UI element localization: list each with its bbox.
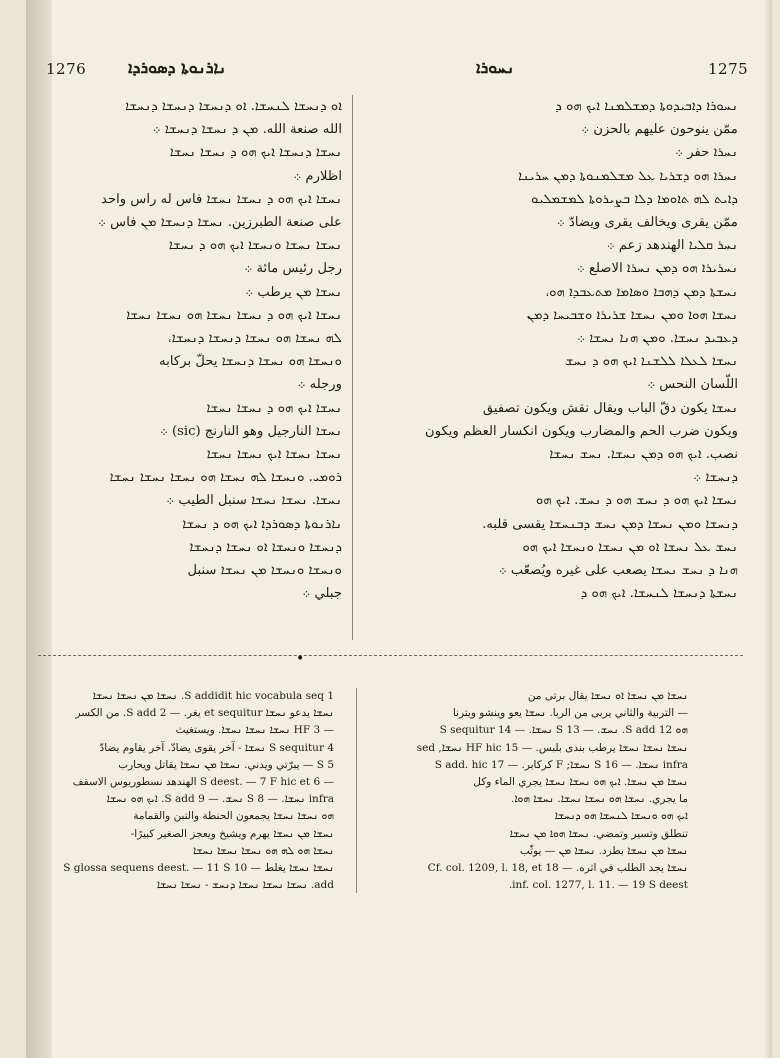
text-line: ܢܐܪܢܘܬܐ ܕܣܘܪܕܐ ܐܝܟ ܗܘ ܕ ܢܚܫܐ — [182, 516, 342, 532]
footnote-line: ܢܚܫܐ ܢܚܫܐ يغلط — 10 S glossa sequens deest. — 11 S — [63, 862, 334, 875]
footnote-line: ܐܝܟ ܗܘ ܘܢܚܫܐ ܠܢܚܫܐ ܗܘ ܕܢܚܫܐ — [554, 810, 688, 823]
page-edge — [764, 0, 772, 1058]
footnote-line: ܢܚܫܐ ܡܢ ܢܚܫܐ. ܐܝܟ ܗܘ ܢܚܫܐ ܢܚܫܐ يجري الماء وكل — [473, 776, 688, 789]
text-line: ܘܢܚܫܐ ܘܢܚܫܐ ܡܢ ܢܚܫܐ سنبل — [187, 563, 342, 579]
text-line: ܕܥܒܝܕ ܢܚܫܐ. ܘܡܢ ܗܢܐ ܢܚܫܐ ܀ — [577, 331, 738, 347]
footnote-separator — [38, 655, 743, 657]
text-line: ܢܚܫܐ النارجيل وهو النارنج (sic) ܀ — [159, 423, 342, 439]
text-line: ܕܢܚܫܐ ܀ — [693, 470, 738, 486]
separator-dot: • — [296, 651, 305, 667]
left-text-column — [42, 95, 342, 605]
footnote-line: ܢܚܫܐ ܡܢ ܢܚܫܐ يهرم ويشيخ ويعجز الصغير كبيرًا- — [130, 827, 334, 840]
text-line: ܘܢܚܫܐ ܗܘ ܢܚܫܐ ܕܢܚܫܐ يحلّ بركابه — [159, 354, 342, 370]
text-line: ܢܚܪܐ حفر ܀ — [675, 145, 738, 161]
text-line: ܢܚܫܬܐ ܕܡܢ ܕܗܒܐ ܘܣܐܡܐ ܡܬܥܒܕܐ ܗܘ، — [545, 284, 738, 300]
footnote-line: 5 S — يبرّتي ويدني. ܢܚܫܐ ܡܢ ܢܚܫܐ يقاتل ويحارب — [118, 758, 334, 771]
text-line: جبلي ܀ — [302, 586, 342, 602]
text-line: ܢܚܪܝܪܐ ܗܘ ܕܡܢ ܢܚܪܐ الاصلع ܀ — [576, 261, 738, 277]
footnote-line: ܢܚܫܐ يجد الطلب في اثره. — 18 Cf. col. 1209, l. 18, et — [427, 862, 688, 875]
text-line: ܢܚܫܐ ܡܢ يرطب ܀ — [245, 284, 342, 300]
text-line: اللّسان النحس ܀ — [647, 377, 738, 393]
footnote-line: inf. col. 1277, l. 11. — 19 S deest. — [508, 879, 688, 892]
text-line: ورجله ܀ — [297, 377, 342, 393]
footnote-line: infra ܢܚܫܐ. — 8 S ܢܚܫ. — 9 S add. ܐܝܟ ܗܘ ܢܚܫܐ — [106, 793, 334, 806]
footnote-line: ما يجري. ܢܚܫܐ ܗܘ ܢܚܫܐ ܢܚܫܐ. ܢܚܫܐ ܗܘܐ. — [511, 793, 688, 806]
text-line: ܢܚܫܐ ܢܚܫܐ ܐܝܟ ܢܚܫܐ ܢܚܫܐ — [206, 447, 342, 463]
text-line: ܢܚܫܐ ܕܢܚܫܐ ܐܝܟ ܗܘ ܕ ܢܚܫܐ ܢܚܫܐ — [169, 145, 342, 161]
footnote-line: add. ܢܚܫܐ ܢܚܫܐ ܢܚܫܐ ܕܢܚܫ - ܢܚܫܐ ܢܚܫܐ — [156, 879, 334, 892]
text-line: ممّن ينوحون عليهم بالحزن ܀ — [581, 122, 738, 138]
text-line: على صنعة الطبرزين. ܢܚܫܐ ܕܢܚܫܐ ܡܢ فاس ܀ — [98, 215, 342, 231]
text-line: ܢܚܫܬܐ ܕܢܚܫܐ ܠܢܚܫܐ. ܐܝܟ ܗܘ ܕ — [580, 586, 738, 602]
text-line: ܢܚܫܐ ܐܝܟ ܗܘ ܕ ܢܚܫܐ ܢܚܫܐ ܗܘ ܢܚܫܐ ܢܚܫܐ — [126, 307, 342, 323]
footnote-line: ܗܘ 12 S add. ܢܚܫ. — 13 S ܢܚܫܐ. — 14 S sequitur — [439, 724, 688, 737]
text-line: ممّن يقرى ويخالف يقرى ويضادّ ܀ — [556, 215, 738, 231]
text-line: ܢܚܘܪܐ ܕܐܒܝܕܘܬܐ ܕܡܫܠܡܢܐ ܐܝܟ ܗܘ ܕ — [555, 99, 738, 114]
text-line: ܢܚܫ ܥܠ ܢܚܫܐ ܐܘ ܡܢ ܢܚܫܐ ܘܢܚܫܐ ܐܝܟ ܗܘ — [522, 539, 738, 555]
text-line: رجل رئيس مائة ܀ — [244, 261, 342, 277]
footnote-line: ܢܚܫܐ ܡܢ ܢܚܫܐ بطرد. ܢܚܫܐ ܡܢ — يوثّب — [519, 844, 688, 857]
footnote-line: ܗܘ ܢܚܫܐ ܢܚܫܐ يجمعون الحنطة والتبن والقمامة — [133, 810, 334, 823]
column-divider — [352, 95, 353, 640]
footnote-line: ܢܚܫܐ ܗܘ ܠܗ ܗܘ ܢܚܫܐ ܢܚܫܐ ܢܚܫܐ — [193, 844, 334, 857]
right-text-column — [372, 95, 738, 605]
text-line: نصب. ܐܝܟ ܗܘ ܕܡܢ ܢܚܫܐ. ܢܚܫ ܢܚܫܐ — [549, 447, 738, 463]
right-footnotes — [370, 688, 688, 894]
left-page-number: 1276 — [46, 60, 87, 78]
left-running-title: ܢܐܪܢܘܬܐ ܕܣܘܪܕܐ — [128, 58, 227, 77]
text-line: الله صنعة الله. ܡܢ ܕ ܢܚܫܐ ܕܢܚܫܐ ܀ — [152, 122, 342, 138]
right-running-title: ܢܚܘܪܐ — [476, 58, 515, 77]
text-line: ܕܢܚܫܐ ܘܢܚܫܐ ܐܘ ܢܚܫܐ ܕܢܚܫܐ — [189, 539, 342, 555]
footnote-line: ܢܚܫܐ ܡܢ ܢܚܫܐ ܐܘ ܢܚܫܐ يقال برتى من — [527, 690, 688, 702]
text-line: ܢܚܫܐ ܐܝܟ ܗܘ ܕ ܢܚܫܐ ܢܚܫܐ — [206, 400, 342, 416]
text-line: ܕܐܝܬ ܠܗ ܬܐܘܡܐ ܕܠܐ ܒܨܝܪܘܬܐ ܠܡܫܡܠܝܘ — [531, 191, 738, 207]
footnote-line: — 6 S deest. — 7 F hic et الهندهد نسطوريوس الاسقف — [72, 776, 334, 789]
text-line: ܢܚܫܐ ܐܝܟ ܗܘ ܕ ܢܚܫ ܗܘ ܕ ܢܚܫ. ܐܝܟ ܗܘ — [536, 493, 738, 509]
text-line: ܪܘܡܝ. ܘܢܚܫܐ ܠܗ ܢܚܫܐ ܗܘ ܢܚܫܐ ܢܚܫܐ ܢܚܫܐ — [109, 470, 342, 486]
text-line: ܢܚܫܐ ܠܥܠܐ ܠܠܫܢܐ ܐܝܟ ܗܘ ܕ ܢܚܫ — [564, 354, 738, 370]
footnote-line: 4 S sequitur ܢܚܫܐ - آخر يقوى يضادّ. آخر يقاوم يضادّ — [99, 741, 334, 754]
text-line: ܗܢܐ ܕ ܢܚܫ ܢܚܫܐ يصعب على غيره ويُصعّب ܀ — [498, 563, 738, 579]
text-line: ܢܚܪܐ ܗܘ ܕܫܪܝܐ ܥܠ ܡܫܠܡܢܘܬܐ ܕܡܢ ܚܪܝܢܐ — [518, 168, 738, 184]
text-line: ܢܚܫܐ يكون دقّ الباب ويقال نقش ويكون تصفيق — [482, 400, 738, 416]
text-line: ܢܚܪ ܩܠܝܐ الهندهد زعم ܀ — [606, 238, 738, 254]
footnote-line: تنطلق وتسير وتمضي. ܢܚܫܐ ܗܘܐ ܡܢ ܢܚܫܐ — [509, 827, 688, 840]
footnote-line: — التربية والثاني يربى من الربا. ܢܚܫܐ يعو وينشو ويترنا — [452, 707, 688, 720]
text-line: ܠܗ ܢܚܫܐ ܗܘ ܢܚܫܐ ܕܢܚܫܐ ܕܢܚܫܐ، — [168, 331, 342, 347]
text-line: ܐܘ ܕܢܚܫܐ ܠܢܚܫܐ. ܐܘ ܕܢܚܫܐ ܕܢܚܫܐ ܕܢܚܫܐ — [125, 99, 342, 114]
footnote-line: infra ܢܚܫܐ. — 16 S ܢܚܫܐ; F كركابر. — 17 S add. hic — [434, 758, 688, 771]
footnote-divider — [356, 688, 357, 893]
footnote-line: 1 S addidit hic vocabula seq. ܢܚܫܐ ܡܢ ܢܚܫܐ ܢܚܫܐ — [92, 690, 334, 702]
footnote-line: ܢܚܫܐ ܢܚܫܐ ܢܚܫܐ يرطب بندى بلبس. — 15 HF hic ܢܚܫܐ, sed — [416, 741, 688, 754]
footnote-line: ܢܚܫܐ يدعو ܢܚܫܐ et sequitur يغر. — 2 S add. من الكسر — [75, 707, 334, 720]
right-page-number: 1275 — [708, 60, 749, 78]
footnote-line: — 3 HF ܢܚܫܐ ܢܚܫܐ ܢܚܫܐ. ويستغيث — [175, 724, 334, 737]
text-line: ܢܚܫܐ ܢܚܫܐ ܘܢܚܫܐ ܐܝܟ ܗܘ ܕ ܢܚܫܐ — [168, 238, 342, 254]
text-line: ܢܚܫܐ. ܢܚܫܐ ܢܚܫܐ سنبل الطيب ܀ — [166, 493, 342, 509]
text-line: ܢܚܫܐ ܐܝܟ ܗܘ ܕ ܢܚܫܐ ܢܚܫܐ فاس له راس واحد — [101, 191, 342, 207]
text-line: ܢܚܫܐ ܗܘܐ ܘܡܢ ܢܚܫܐ ܫܪܝܪܐ ܘܫܒܝܚܐ ܕܡܢ — [526, 307, 738, 323]
text-line: اظلارم ܀ — [293, 168, 342, 184]
left-footnotes — [44, 688, 334, 894]
text-line: ܕܢܚܫܐ ܘܡܢ ܢܚܫܐ ܕܡܢ ܢܚܫ ܕܒܢܚܫܐ يقسى قلبه. — [482, 516, 738, 532]
text-line: ويكون ضرب الحم والمضارب ويكون انكسار العظم ويكون — [425, 423, 738, 439]
